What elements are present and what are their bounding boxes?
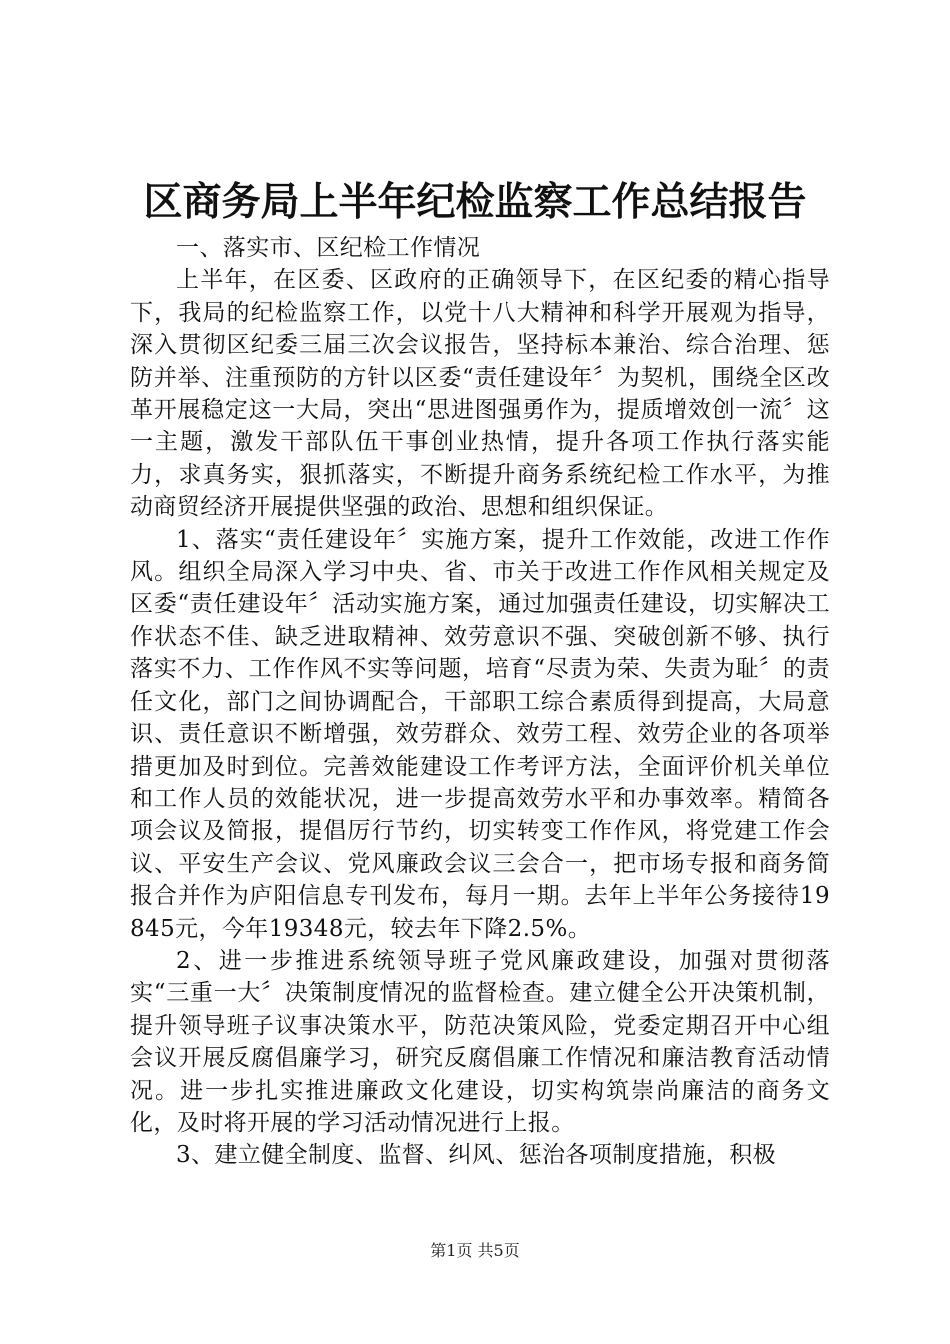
section-heading: 一、落实市、区纪检工作情况 <box>176 235 481 261</box>
page-footer: 第1页 共5页 <box>430 1241 520 1260</box>
paragraph-intro: 上半年，在区委、区政府的正确领导下，在区纪委的精心指导下，我局的纪检监察工作，以党十八大精神和科学开展观为指导，深入贯彻区纪委三届三次会议报告，坚持标本兼治、综合治理、惩防并举、注重预防的方针以区委“责任建设年〞为契机，围绕全区改革开展稳定这一大局，突出“思进图强勇作为，提质增效创一流〞这一主题，激发干部队伍干事创业热情，提升各项工作执行落实能力，求真务实，狠抓落实，不断提升商务系统纪检工作水平，为推动商贸经济开展提供坚强的政治、思想和组织保证。 <box>130 267 830 521</box>
document-body <box>130 232 830 1172</box>
paragraph-item-2: 2、进一步推进系统领导班子党风廉政建设，加强对贯彻落实“三重一大〞决策制度情况的监督检查。建立健全公开决策机制，提升领导班子议事决策水平，防范决策风险，党委定期召开中心组会议开展反腐倡廉学习，研究反腐倡廉工作情况和廉洁教育活动情况。进一步扎实推进廉政文化建设，切实构筑崇尚廉洁的商务文化，及时将开展的学习活动情况进行上报。 <box>130 947 830 1136</box>
document-title: 区商务局上半年纪检监察工作总结报告 <box>143 179 807 225</box>
paragraph-item-3: 3、建立健全制度、监督、纠风、惩治各项制度措施，积极 <box>176 1142 777 1169</box>
paragraph-item-1: 1、落实“责任建设年〞实施方案，提升工作效能，改进工作作风。组织全局深入学习中央、省、市关于改进工作作风相关规定及区委“责任建设年〞活动实施方案，通过加强责任建设，切实解决工作状态不佳、缺乏进取精神、效劳意识不强、突破创新不够、执行落实不力、工作作风不实等问题，培育“尽责为荣、失责为耻〞的责任文化，部门之间协调配合，干部职工综合素质得到提高，大局意识、责任意识不断增强，效劳群众、效劳工程、效劳企业的各项举措更加及时到位。完善效能建设工作考评方法，全面评价机关单位和工作人员的效能状况，进一步提高效劳水平和办事效率。精简各项会议及简报，提倡厉行节约，切实转变工作作风，将党建工作会议、平安生产会议、党风廉政会议三会合一，把市场专报和商务简报合并作为庐阳信息专刊发布，每月一期。去年上半年公务接待19845元，今年19348元，较去年下降2.5%。 <box>130 526 830 942</box>
